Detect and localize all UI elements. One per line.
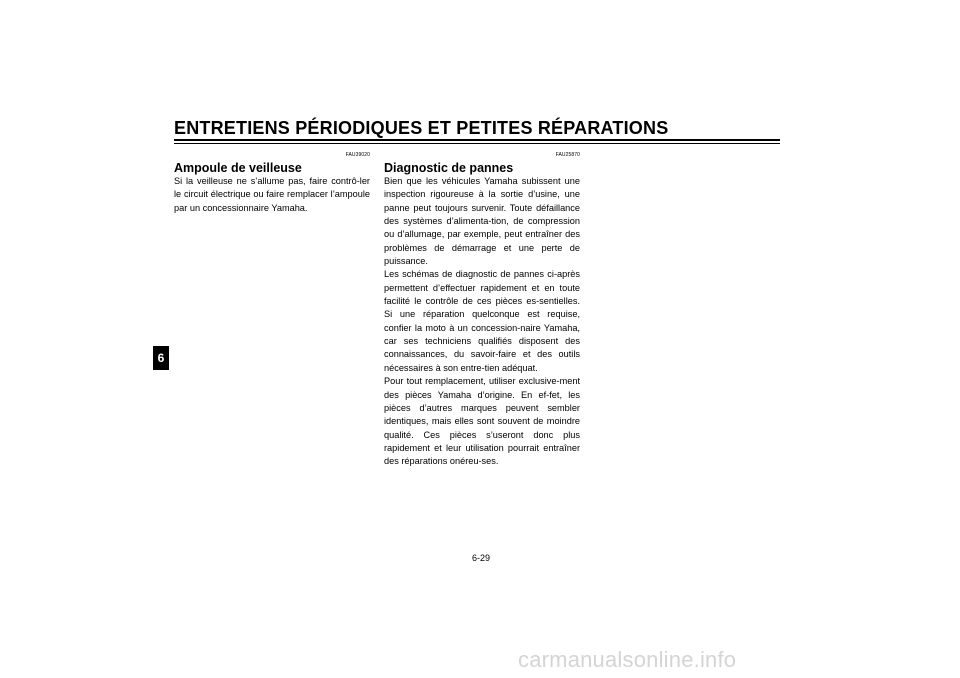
section-troubleshooting — [384, 152, 580, 469]
body-paragraph: Les schémas de diagnostic de pannes ci-après permettent d’effectuer rapidement et en toute facilité le contrôle de ces pièces es-sentielles. Si une réparation quelconque est requise, confier la moto à un concession-naire Yamaha, car ses techniciens qualifiés disposent des connaissances, du savoir-faire et des outils nécessaires à son entre-tien adéquat. — [384, 269, 580, 373]
body-paragraph: Si la veilleuse ne s’allume pas, faire contrô-ler le circuit électrique ou faire remplacer l’ampoule par un concessionnaire Yamaha. — [174, 176, 370, 213]
body-paragraph: Pour tout remplacement, utiliser exclusive-ment des pièces Yamaha d’origine. En ef-fet, les pièces d’autres marques peuvent sembler identiques, mais elles sont souvent de moindre qualité. Ces pièces s’useront donc plus rapidement et leur utilisation pourrait entraîner des réparations onéreu-ses. — [384, 376, 580, 467]
body-paragraph: Bien que les véhicules Yamaha subissent une inspection rigoureuse à la sortie d’usine, une panne peut toujours survenir. Toute défaillance des systèmes d’alimenta-tion, de compression ou d’allumage, par exemple, peut entraîner des problèmes de démarrage et une perte de puissance. — [384, 176, 580, 267]
page-title: ENTRETIENS PÉRIODIQUES ET PETITES RÉPARATIONS — [174, 118, 669, 138]
section-reference-code: FAU39020 — [345, 152, 370, 158]
watermark: carmanualsonline.info — [518, 647, 737, 672]
section-reference-code: FAU25870 — [555, 152, 580, 158]
header-rule-thick — [174, 139, 780, 141]
section-pilot-lamp — [174, 152, 370, 215]
chapter-tab: 6 — [153, 346, 169, 370]
section-heading: Ampoule de veilleuse — [174, 161, 302, 175]
section-heading: Diagnostic de pannes — [384, 161, 514, 175]
page-number: 6-29 — [471, 553, 490, 563]
header-rule-thin — [174, 143, 780, 144]
